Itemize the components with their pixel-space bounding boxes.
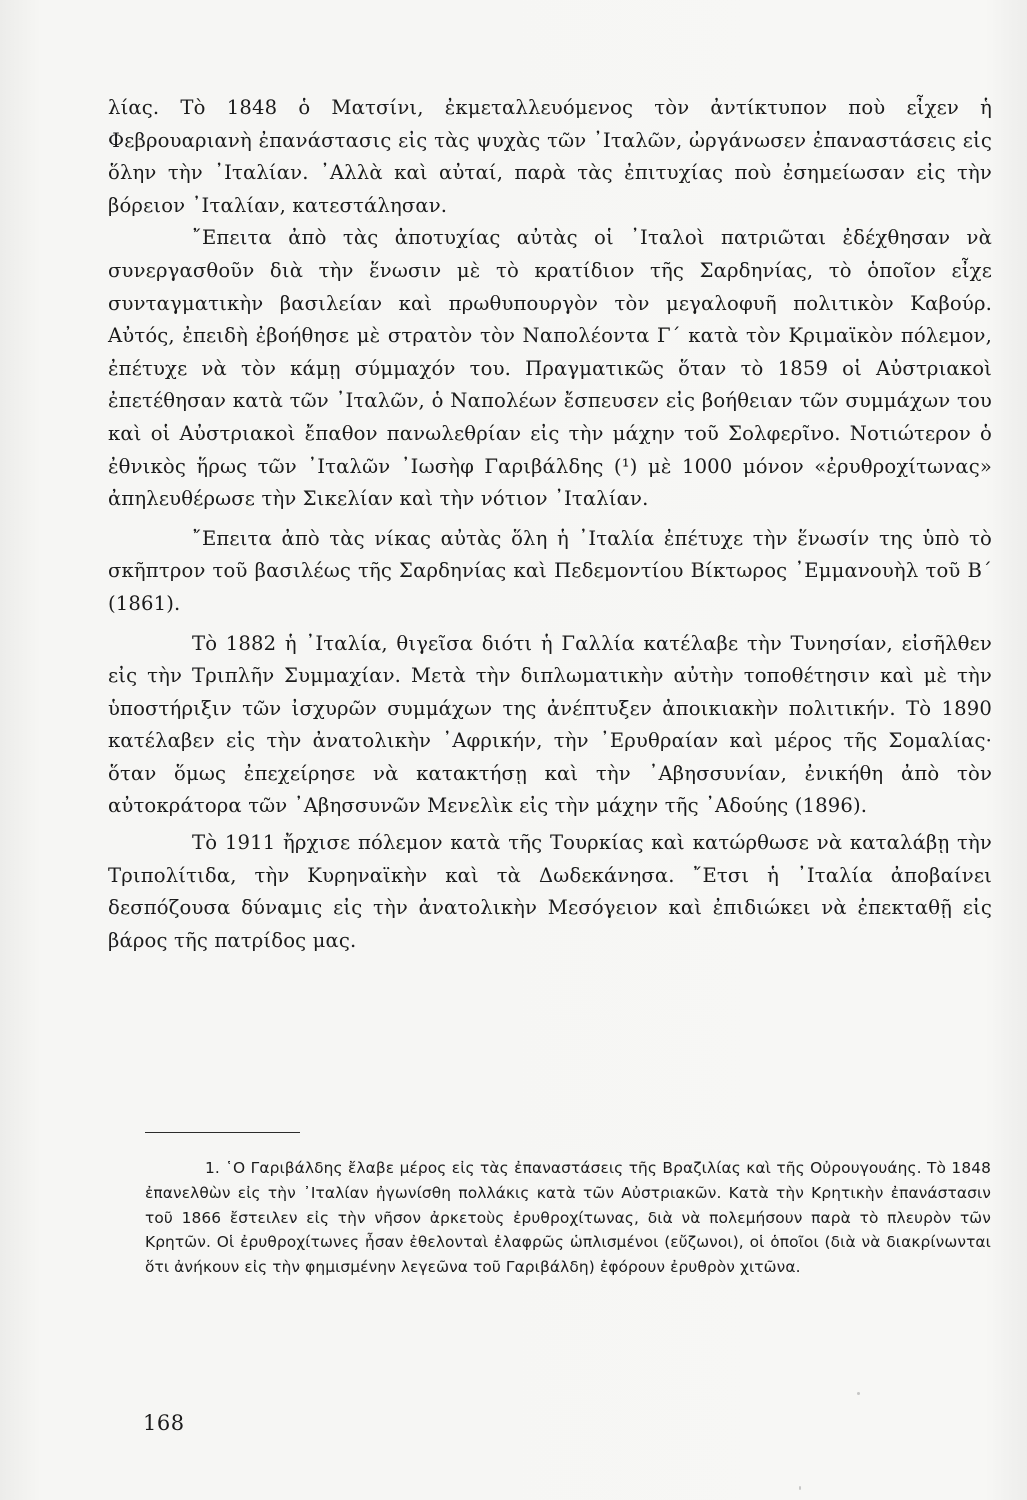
footnotes	[145, 1156, 991, 1280]
footnote: 1. ῾Ο Γαριβάλδης ἔλαβε μέρος εἰς τὰς ἐπαναστάσεις τῆς Βραζιλίας καὶ τῆς Οὐρουγουάης. Τὸ 1848 ἐπανελθὼν εἰς τὴν ᾿Ιταλίαν ἠγωνίσθη πολλάκις κατὰ τῶν Αὐστριακῶν. Κατὰ τὴν Κρητικὴν ἐπανάστασιν τοῦ 1866 ἔστειλεν εἰς τὴν νῆσον ἀρκετοὺς ἐρυθροχίτωνας, διὰ νὰ πολεμήσουν παρὰ τὸ πλευρὸν τῶν Κρητῶν. Οἱ ἐρυθροχίτωνες ἦσαν ἐθελονταὶ ἐλαφρῶς ὡπλισμένοι (εὔζωνοι), οἱ ὁποῖοι (διὰ νὰ διακρίνωνται ὅτι ἀνήκουν εἰς τὴν φημισμένην λεγεῶνα τοῦ Γαριβάλδη) ἐφόρουν ἐρυθρὸν χιτῶνα.	[145, 1159, 991, 1277]
paragraph: Τὸ 1882 ἡ ᾿Ιταλία, θιγεῖσα διότι ἡ Γαλλία κατέλαβε τὴν Τυνησίαν, εἰσῆλθεν εἰς τὴν Τριπλῆν Συμμαχίαν. Μετὰ τὴν διπλωματικὴν αὐτὴν τοποθέτησιν καὶ μὲ τὴν ὑποστήριξιν τῶν ἰσχυρῶν συμμάχων της ἀνέπτυξεν ἀποικιακὴν πολιτικήν. Τὸ 1890 κατέλαβεν εἰς τὴν ἀνατολικὴν ᾿Αφρικήν, τὴν ᾿Ερυθραίαν καὶ μέρος τῆς Σομαλίας· ὅταν ὅμως ἐπεχείρησε νὰ κατακτήσῃ καὶ τὴν ᾿Αβησσυνίαν, ἐνικήθη ἀπὸ τὸν αὐτοκράτορα τῶν ᾿Αβησσυνῶν Μενελὶκ εἰς τὴν μάχην τῆς ᾿Αδούης (1896).	[108, 631, 992, 818]
paragraph: ῎Επειτα ἀπὸ τὰς ἀποτυχίας αὐτὰς οἱ ᾿Ιταλοὶ πατριῶται ἐδέχθησαν νὰ συνεργασθοῦν διὰ τὴν ἕνωσιν μὲ τὸ κρατίδιον τῆς Σαρδηνίας, τὸ ὁποῖον εἶχε συνταγματικὴν βασιλείαν καὶ πρωθυπουργὸν τὸν μεγαλοφυῆ πολιτικὸν Καβούρ. Αὐτός, ἐπειδὴ ἐβοήθησε μὲ στρατὸν τὸν Ναπολέοντα Γ΄ κατὰ τὸν Κριμαϊκὸν πόλεμον, ἐπέτυχε νὰ τὸν κάμῃ σύμμαχόν του. Πραγματικῶς ὅταν τὸ 1859 οἱ Αὐστριακοὶ ἐπετέθησαν κατὰ τῶν ᾿Ιταλῶν, ὁ Ναπολέων ἔσπευσεν εἰς βοήθειαν τῶν συμμάχων του καὶ οἱ Αὐστριακοὶ ἔπαθον πανωλεθρίαν εἰς τὴν μάχην τοῦ Σολφερῖνο. Νοτιώτερον ὁ ἐθνικὸς ἥρως τῶν ᾿Ιταλῶν ᾿Ιωσὴφ Γαριβάλδης (¹) μὲ 1000 μόνον «ἐρυθροχίτωνας» ἀπηλευθέρωσε τὴν Σικελίαν καὶ τὴν νότιον ᾿Ιταλίαν.	[108, 226, 992, 511]
paragraph: Τὸ 1911 ἤρχισε πόλεμον κατὰ τῆς Τουρκίας καὶ κατώρθωσε νὰ καταλάβῃ τὴν Τριπολίτιδα, τὴν Κυρηναϊκὴν καὶ τὰ Δωδεκάνησα. ῎Ετσι ἡ ᾿Ιταλία ἀποβαίνει δεσπόζουσα δύναμις εἰς τὴν ἀνατολικὴν Μεσόγειον καὶ ἐπιδιώκει νὰ ἐπεκταθῇ εἰς βάρος τῆς πατρίδος μας.	[108, 831, 992, 952]
footnote-separator	[145, 1132, 300, 1133]
paragraph: λίας. Τὸ 1848 ὁ Ματσίνι, ἐκμεταλλευόμενος τὸν ἀντίκτυπον ποὺ εἶχεν ἡ Φεβρουαριανὴ ἐπανάστασις εἰς τὰς ψυχὰς τῶν ᾿Ιταλῶν, ὠργάνωσεν ἐπαναστάσεις εἰς ὅλην τὴν ᾿Ιταλίαν. ᾿Αλλὰ καὶ αὐταί, παρὰ τὰς ἐπιτυχίας ποὺ ἐσημείωσαν εἰς τὴν βόρειον ᾿Ιταλίαν, κατεστάλησαν.	[108, 96, 992, 217]
paragraph: ῎Επειτα ἀπὸ τὰς νίκας αὐτὰς ὅλη ἡ ᾿Ιταλία ἐπέτυχε τὴν ἕνωσίν της ὑπὸ τὸ σκῆπτρον τοῦ βασιλέως τῆς Σαρδηνίας καὶ Πεδεμοντίου Βίκτωρος ᾿Εμμανουὴλ τοῦ Β΄ (1861).	[108, 526, 992, 615]
main-text	[108, 92, 992, 957]
print-speck	[857, 1392, 860, 1395]
page-number: 168	[143, 1411, 185, 1435]
print-speck	[799, 1486, 801, 1490]
